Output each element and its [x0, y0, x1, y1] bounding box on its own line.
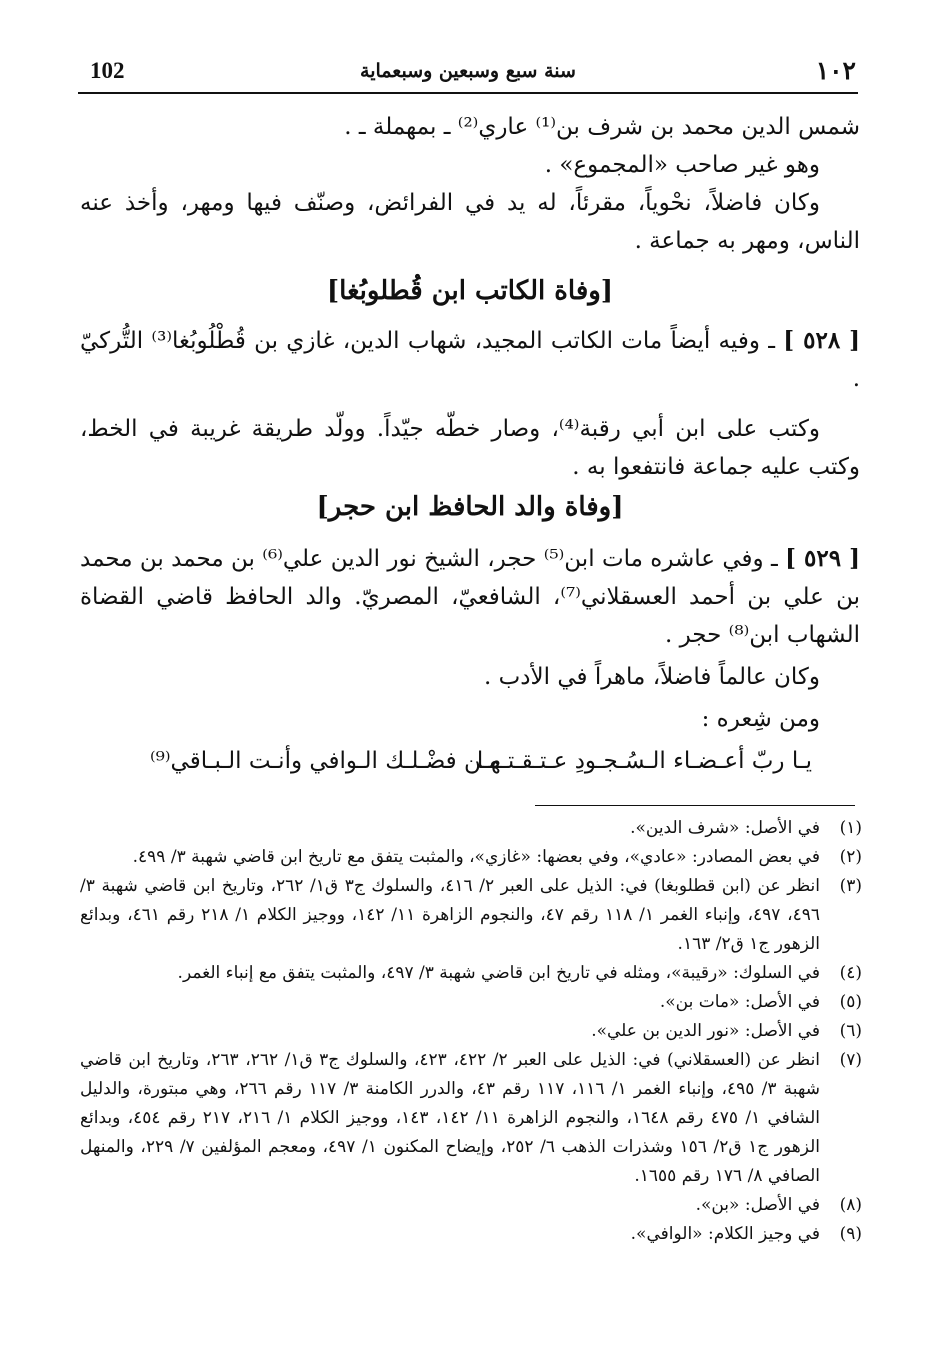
footnote-number: (١): [839, 818, 862, 838]
footnote-number: (٦): [839, 1021, 862, 1041]
footnote-separator: [535, 805, 855, 806]
running-title: سنة سبع وسبعين وسبعماية: [360, 60, 576, 82]
footnote-text: في وجيز الكلام: «الوافي».: [630, 1224, 820, 1244]
entry-number: [ ٥٢٩ ]: [785, 545, 861, 572]
entry-529: [80, 540, 860, 738]
page-number-latin: 102: [90, 58, 125, 83]
page-header: [78, 52, 858, 94]
footnote: [80, 1046, 862, 1191]
paragraph: وكتب على ابن أبي رقبة⁽⁴⁾، وصار خطّه جيّداً. وولّد طريقة غريبة في الخط، وكتب عليه جماعة فانتفعوا به .: [80, 416, 860, 480]
footnote-text: في الأصل: «نور الدين بن علي».: [591, 1021, 820, 1041]
footnote: [80, 1191, 862, 1220]
footnote-text: في الأصل: «مات بن».: [659, 992, 820, 1012]
entry-text: ـ وفي عاشره مات ابن⁽⁵⁾ حجر، الشيخ نور الدين علي⁽⁶⁾ بن محمد بن محمد بن علي بن أحمد العسقلاني⁽⁷⁾، الشافعيّ، المصريّ. والد الحافظ قاضي القضاة الشهاب ابن⁽⁸⁾ حجر .: [80, 546, 861, 648]
footnote: [80, 959, 862, 988]
footnote-number: (٩): [839, 1224, 862, 1244]
footnote-number: (٢): [839, 847, 862, 867]
footnote-number: (٣): [839, 876, 862, 896]
footnote: [80, 1220, 862, 1249]
entry-text: ـ وفيه أيضاً مات الكاتب المجيد، شهاب الدين، غازي بن قُطْلُوبُغا⁽³⁾ التُّركيّ .: [80, 328, 860, 392]
poetry-verse: [110, 742, 860, 782]
footnote-number: (٨): [839, 1195, 862, 1215]
footnote-number: (٤): [839, 963, 862, 983]
entry-528: [80, 322, 860, 486]
footnote: [80, 843, 862, 872]
footnote-text: انظر عن (ابن قطلوبغا) في: الذيل على العبر ٢/ ٤١٦، والسلوك ج٣ ق١/ ٢٦٢، وتاريخ ابن قاضي شهبة ٣/ ٤٩٦، ٤٩٧، وإنباء الغمر ١/ ١١٨ رقم ٤٧، والنجوم الزاهرة ١١/ ١٤٢، ووجيز الكلام ١/ ٢١٨ رقم ٤٦١، وبدائع الزهور ج١ ق٢/ ١٦٣.: [80, 876, 820, 954]
footnote: [80, 1017, 862, 1046]
paragraph: شمس الدين محمد بن شرف بن⁽¹⁾ عاري⁽²⁾ ـ بمهملة ـ .: [344, 114, 860, 140]
footnote: [80, 988, 862, 1017]
paragraph: ومن شِعره :: [701, 706, 820, 732]
footnote-number: (٧): [839, 1050, 862, 1070]
paragraph: وهو غير صاحب «المجموع» .: [544, 152, 820, 178]
footnote-text: انظر عن (العسقلاني) في: الذيل على العبر ٢/ ٤٢٢، ٤٢٣، والسلوك ج٣ ق١/ ٢٦٢، ٢٦٣، وتاريخ ابن قاضي شهبة ٣/ ٤٩٥، وإنباء الغمر ١/ ١١٦، ١١٧ رقم ٤٣، والدرر الكامنة ٣/ ١١٧ رقم ٢٦٦، وهي مبتورة، والدليل الشافي ١/ ٤٧٥ رقم ١٦٤٨، والنجوم الزاهرة ١١/ ١٤٢، ١٤٣، ووجيز الكلام ١/ ٢١٦، ٢١٧ رقم ٤٥٤، وبدائع الزهور ج١ ق٢/ ١٥٦ وشذرات الذهب ٦/ ٢٥٢، وإيضاح المكنون ١/ ٤٩٧، ومعجم المؤلفين ٧/ ٢٢٩، والمنهل الصافي ٨/ ١٧٦ رقم ١٦٥٥.: [80, 1050, 821, 1186]
page-number-arabic: ١٠٢: [815, 56, 856, 85]
footnote-text: في السلوك: «رقيبة»، ومثله في تاريخ ابن قاضي شهبة ٣/ ٤٩٧، والمثبت يتفق مع إنباء الغمر.: [177, 963, 820, 983]
footnotes: [80, 814, 862, 1249]
verse-second-hemistich: مـن فضْـلـك الـوافي وأنـت الـبـاقي⁽⁹⁾: [150, 748, 501, 774]
paragraph: وكان عالماً فاضلاً، ماهراً في الأدب .: [484, 664, 820, 690]
footnote-number: (٥): [839, 992, 862, 1012]
paragraph: وكان فاضلاً، نحْوياً، مقرئاً، له يد في الفرائض، وصنّف فيها ومهر، وأخذ عنه الناس، ومهر به جماعة .: [80, 190, 860, 254]
footnote-text: في الأصل: «شرف الدين».: [630, 818, 820, 838]
footnote: [80, 872, 862, 959]
section-heading: [وفاة والد الحافظ ابن حجر]: [316, 492, 624, 522]
footnote: [80, 814, 862, 843]
verse-first-hemistich: يـا ربّ أعـضـاء الـسُـجـودِ عـتـقـتـهـا: [476, 748, 812, 774]
footnote-text: في الأصل: «بن».: [695, 1195, 820, 1215]
paragraph-intro: [80, 108, 860, 260]
footnote-text: في بعض المصادر: «عادي»، وفي بعضها: «غازي»، والمثبت يتفق مع تاريخ ابن قاضي شهبة ٣/ ٤٩٩.: [132, 847, 820, 867]
section-heading: [وفاة الكاتب ابن قُطلوبُغا]: [326, 276, 614, 306]
entry-number: [ ٥٢٨ ]: [783, 327, 861, 354]
